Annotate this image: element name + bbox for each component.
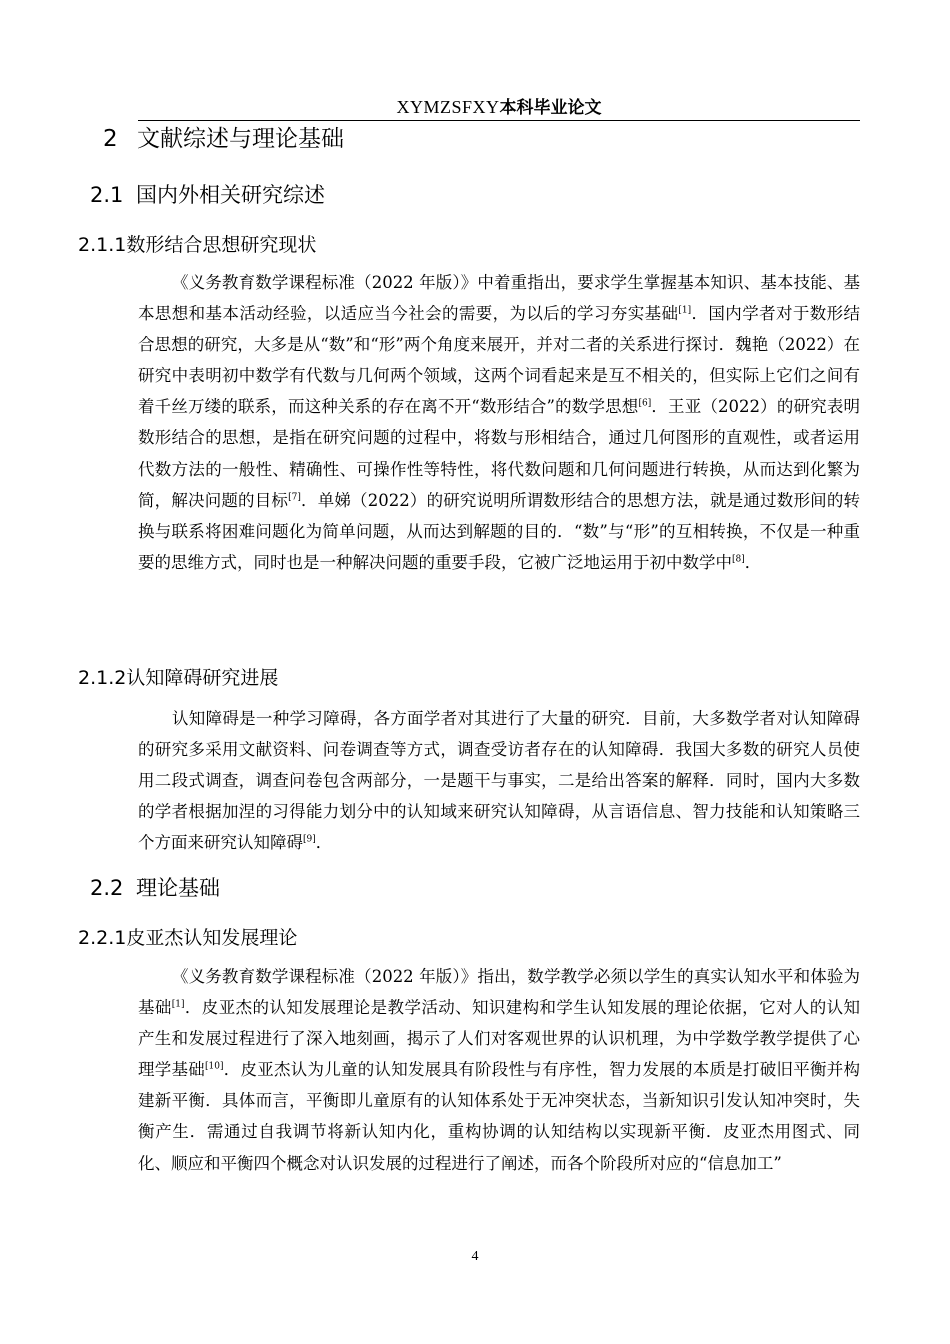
section-title: 理论基础 bbox=[136, 876, 220, 900]
section-number: 2.2 bbox=[90, 876, 124, 900]
page-header bbox=[138, 96, 860, 121]
subsection-heading-2-1-2: 2.1.2认知障碍研究进展 bbox=[78, 667, 279, 689]
subsection-heading-2-2-1: 2.2.1皮亚杰认知发展理论 bbox=[78, 927, 298, 949]
citation-ref: [7] bbox=[288, 492, 301, 503]
section-heading-2-1 bbox=[90, 181, 325, 209]
subsection-heading-2-1-1: 2.1.1数形结合思想研究现状 bbox=[78, 234, 317, 256]
page-number: 4 bbox=[471, 1249, 479, 1264]
citation-ref: [1] bbox=[171, 999, 185, 1010]
header-code: XYMZSFXY bbox=[396, 97, 500, 117]
citation-ref: [9] bbox=[303, 834, 316, 845]
paragraph-shuxing-research: 《义务教育数学课程标准（2022 年版）》中着重指出，要求学生掌握基本知识、基本技能、基本思想和基本活动经验，以适应当今社会的需要，为以后的学习夯实基础[1]．国内学者对于数形结合思想的研究，大多是从“数”和“形”两个角度来展开，并对二者的关系进行探讨．魏艳（2022）在研究中表明初中数学有代数与几何两个领域，这两个词看起来是互不相关的，但实际上它们之间有着千丝万缕的联系，而这种关系的存在离不开“数形结合”的数学思想[6]．王亚（2022）的研究表明数形结合的思想，是指在研究问题的过程中，将数与形相结合，通过几何图形的直观性，或者运用代数方法的一般性、精确性、可操作性等特性，将代数问题和几何问题进行转换，从而达到化繁为简，解决问题的目标[7]．单娣（2022）的研究说明所谓数形结合的思想方法，就是通过数形间的转换与联系将困难问题化为简单问题，从而达到解题的目的．“数”与“形”的互相转换，不仅是一种重要的思维方式，同时也是一种解决问题的重要手段，它被广泛地运用于初中数学中[8]． bbox=[138, 273, 861, 572]
section-heading-2-2 bbox=[90, 874, 220, 902]
paragraph-cognitive-obstacle: 认知障碍是一种学习障碍，各方面学者对其进行了大量的研究．目前，大多数学者对认知障碍的研究多采用文献资料、问卷调查等方式，调查受访者存在的认知障碍．我国大多数的研究人员使用二段式调查，调查问卷包含两部分，一是题干与事实，二是给出答案的解释．同时，国内大多数的学者根据加涅的习得能力划分中的认知域来研究认知障碍，从言语信息、智力技能和认知策略三个方面来研究认知障碍[9]． bbox=[138, 709, 860, 853]
chapter-heading bbox=[103, 124, 344, 154]
section-title: 国内外相关研究综述 bbox=[136, 183, 325, 207]
citation-ref: [1] bbox=[678, 305, 692, 316]
citation-ref: [10] bbox=[205, 1061, 224, 1072]
header-title: 本科毕业论文 bbox=[499, 98, 602, 118]
paragraph-piaget-theory: 《义务教育数学课程标准（2022 年版）》指出，数学教学必须以学生的真实认知水平和体验为基础[1]．皮亚杰的认知发展理论是教学活动、知识建构和学生认知发展的理论依据，它对人的认知产生和发展过程进行了深入地刻画，揭示了人们对客观世界的认识机理，为中学数学教学提供了心理学基础[10]．皮亚杰认为儿童的认知发展具有阶段性与有序性，智力发展的本质是打破旧平衡并构建新平衡．具体而言，平衡即儿童原有的认知体系处于无冲突状态，当新知识引发认知冲突时，失衡产生．需通过自我调节将新认知内化，重构协调的认知结构以实现新平衡．皮亚杰用图式、同化、顺应和平衡四个概念对认识发展的过程进行了阐述，而各个阶段所对应的“信息加工” bbox=[138, 967, 861, 1173]
citation-ref: [6] bbox=[638, 398, 652, 409]
citation-ref: [8] bbox=[732, 554, 745, 565]
chapter-title: 文献综述与理论基础 bbox=[137, 126, 344, 152]
chapter-number: 2 bbox=[103, 126, 118, 152]
section-number: 2.1 bbox=[90, 183, 124, 207]
